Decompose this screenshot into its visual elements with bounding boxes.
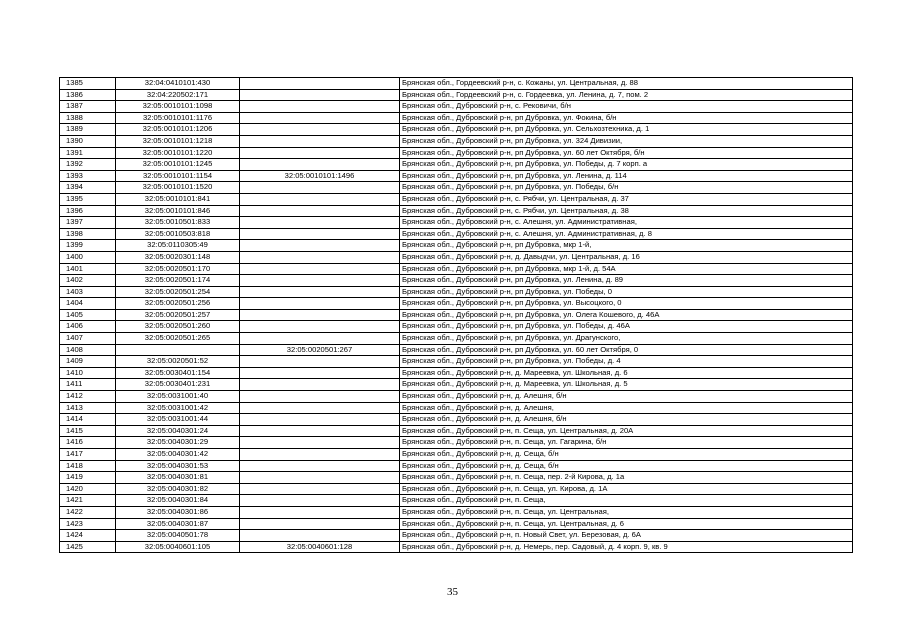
building-cadastral-number-cell [240, 78, 400, 90]
building-cadastral-number-cell [240, 89, 400, 101]
cadastral-number-cell: 32:05:0030401:154 [116, 367, 240, 379]
row-number-cell: 1408 [60, 344, 116, 356]
address-cell: Брянская обл., Дубровский р-н, рп Дубровка, ул. 60 лет Октября, 0 [400, 344, 853, 356]
address-cell: Брянская обл., Дубровский р-н, рп Дубровка, ул. Фокина, б/н [400, 112, 853, 124]
address-cell: Брянская обл., Дубровский р-н, д. Сеща, б/н [400, 449, 853, 461]
table-row [60, 217, 853, 229]
address-cell: Брянская обл., Дубровский р-н, д. Давыдчи, ул. Центральная, д. 16 [400, 251, 853, 263]
cadastral-number-cell: 32:05:0020501:52 [116, 356, 240, 368]
cadastral-number-cell: 32:05:0040301:81 [116, 472, 240, 484]
building-cadastral-number-cell [240, 251, 400, 263]
address-cell: Брянская обл., Гордеевский р-н, с. Гордеевка, ул. Ленина, д. 7, пом. 2 [400, 89, 853, 101]
address-cell: Брянская обл., Дубровский р-н, д. Немерь, пер. Садовый, д. 4 корп. 9, кв. 9 [400, 541, 853, 553]
table-row [60, 356, 853, 368]
row-number-cell: 1418 [60, 460, 116, 472]
address-cell: Брянская обл., Дубровский р-н, рп Дубровка, ул. Победы, 0 [400, 286, 853, 298]
cadastral-number-cell: 32:05:0040301:53 [116, 460, 240, 472]
row-number-cell: 1414 [60, 414, 116, 426]
cadastral-number-cell: 32:05:0010101:1176 [116, 112, 240, 124]
table-row [60, 483, 853, 495]
table-row [60, 159, 853, 171]
cadastral-number-cell: 32:05:0010101:1520 [116, 182, 240, 194]
table-row [60, 449, 853, 461]
row-number-cell: 1411 [60, 379, 116, 391]
cadastral-number-cell: 32:05:0010101:1220 [116, 147, 240, 159]
table-row [60, 298, 853, 310]
table-row [60, 251, 853, 263]
row-number-cell: 1387 [60, 101, 116, 113]
row-number-cell: 1416 [60, 437, 116, 449]
address-cell: Брянская обл., Дубровский р-н, д. Сеща, б/н [400, 460, 853, 472]
table-row [60, 78, 853, 90]
address-cell: Брянская обл., Дубровский р-н, д. Мареевка, ул. Школьная, д. 5 [400, 379, 853, 391]
building-cadastral-number-cell [240, 506, 400, 518]
building-cadastral-number-cell [240, 298, 400, 310]
cadastral-number-cell: 32:05:0020501:257 [116, 309, 240, 321]
table-row [60, 367, 853, 379]
address-cell: Брянская обл., Дубровский р-н, д. Алешня, б/н [400, 414, 853, 426]
table-row [60, 402, 853, 414]
table-row [60, 147, 853, 159]
cadastral-number-cell: 32:05:0010101:1098 [116, 101, 240, 113]
row-number-cell: 1420 [60, 483, 116, 495]
table-row [60, 193, 853, 205]
row-number-cell: 1393 [60, 170, 116, 182]
building-cadastral-number-cell [240, 309, 400, 321]
address-cell: Брянская обл., Дубровский р-н, рп Дубровка, ул. Драгунского, [400, 333, 853, 345]
cadastral-number-cell: 32:05:0031001:42 [116, 402, 240, 414]
cadastral-number-cell: 32:05:0020501:170 [116, 263, 240, 275]
cadastral-number-cell: 32:05:0040301:86 [116, 506, 240, 518]
cadastral-number-cell: 32:05:0040501:78 [116, 530, 240, 542]
cadastral-number-cell: 32:05:0040301:87 [116, 518, 240, 530]
building-cadastral-number-cell [240, 124, 400, 136]
row-number-cell: 1392 [60, 159, 116, 171]
address-cell: Брянская обл., Дубровский р-н, п. Сеща, ул. Кирова, д. 1А [400, 483, 853, 495]
cadastral-number-cell: 32:05:0010501:833 [116, 217, 240, 229]
address-cell: Брянская обл., Дубровский р-н, рп Дубровка, ул. Ленина, д. 114 [400, 170, 853, 182]
table-row [60, 228, 853, 240]
cadastral-number-cell: 32:04:0410101:430 [116, 78, 240, 90]
table-row [60, 541, 853, 553]
cadastral-number-cell: 32:05:0040301:24 [116, 425, 240, 437]
address-cell: Брянская обл., Дубровский р-н, п. Новый Свет, ул. Березовая, д. 6А [400, 530, 853, 542]
address-cell: Брянская обл., Дубровский р-н, п. Сеща, ул. Центральная, [400, 506, 853, 518]
cadastral-number-cell: 32:05:0040301:84 [116, 495, 240, 507]
row-number-cell: 1394 [60, 182, 116, 194]
table-row [60, 112, 853, 124]
cadastral-number-cell: 32:05:0020501:260 [116, 321, 240, 333]
table-row [60, 391, 853, 403]
building-cadastral-number-cell: 32:05:0040601:128 [240, 541, 400, 553]
building-cadastral-number-cell [240, 495, 400, 507]
row-number-cell: 1398 [60, 228, 116, 240]
table-row [60, 414, 853, 426]
row-number-cell: 1424 [60, 530, 116, 542]
row-number-cell: 1389 [60, 124, 116, 136]
building-cadastral-number-cell [240, 437, 400, 449]
cadastral-number-cell: 32:05:0010101:846 [116, 205, 240, 217]
row-number-cell: 1395 [60, 193, 116, 205]
address-cell: Брянская обл., Дубровский р-н, с. Рябчи, ул. Центральная, д. 38 [400, 205, 853, 217]
address-cell: Брянская обл., Дубровский р-н, рп Дубровка, ул. 60 лет Октября, б/н [400, 147, 853, 159]
table-row [60, 170, 853, 182]
table-row [60, 263, 853, 275]
table-row [60, 321, 853, 333]
cadastral-number-cell: 32:05:0040301:29 [116, 437, 240, 449]
building-cadastral-number-cell: 32:05:0010101:1496 [240, 170, 400, 182]
row-number-cell: 1423 [60, 518, 116, 530]
row-number-cell: 1421 [60, 495, 116, 507]
cadastral-number-cell: 32:05:0040301:82 [116, 483, 240, 495]
address-cell: Брянская обл., Дубровский р-н, рп Дубровка, мкр 1-й, д. 54А [400, 263, 853, 275]
row-number-cell: 1400 [60, 251, 116, 263]
table-row [60, 101, 853, 113]
address-cell: Брянская обл., Дубровский р-н, рп Дубровка, ул. Сельхозтехника, д. 1 [400, 124, 853, 136]
cadastral-number-cell: 32:05:0010101:1245 [116, 159, 240, 171]
building-cadastral-number-cell [240, 193, 400, 205]
building-cadastral-number-cell [240, 379, 400, 391]
table-row [60, 286, 853, 298]
building-cadastral-number-cell [240, 286, 400, 298]
cadastral-number-cell: 32:05:0031001:40 [116, 391, 240, 403]
building-cadastral-number-cell [240, 472, 400, 484]
table-row [60, 89, 853, 101]
address-cell: Брянская обл., Дубровский р-н, п. Сеща, ул. Гагарина, б/н [400, 437, 853, 449]
cadastral-number-cell [116, 344, 240, 356]
row-number-cell: 1396 [60, 205, 116, 217]
address-cell: Брянская обл., Дубровский р-н, д. Мареевка, ул. Школьная, д. 6 [400, 367, 853, 379]
row-number-cell: 1415 [60, 425, 116, 437]
address-cell: Брянская обл., Дубровский р-н, рп Дубровка, ул. Победы, д. 7 корп. а [400, 159, 853, 171]
table-row [60, 344, 853, 356]
address-cell: Брянская обл., Дубровский р-н, рп Дубровка, ул. Победы, д. 46А [400, 321, 853, 333]
table-row [60, 379, 853, 391]
building-cadastral-number-cell [240, 275, 400, 287]
table-row [60, 124, 853, 136]
building-cadastral-number-cell [240, 217, 400, 229]
address-cell: Брянская обл., Дубровский р-н, с. Рябчи, ул. Центральная, д. 37 [400, 193, 853, 205]
table-body [60, 78, 853, 553]
row-number-cell: 1425 [60, 541, 116, 553]
table-row [60, 506, 853, 518]
row-number-cell: 1390 [60, 135, 116, 147]
address-cell: Брянская обл., Дубровский р-н, д. Алешня, б/н [400, 391, 853, 403]
building-cadastral-number-cell [240, 449, 400, 461]
cadastral-number-cell: 32:05:0020501:254 [116, 286, 240, 298]
address-cell: Брянская обл., Дубровский р-н, д. Алешня, [400, 402, 853, 414]
address-cell: Брянская обл., Дубровский р-н, п. Сеща, ул. Центральная, д. 6 [400, 518, 853, 530]
row-number-cell: 1405 [60, 309, 116, 321]
building-cadastral-number-cell [240, 414, 400, 426]
table-row [60, 240, 853, 252]
address-cell: Брянская обл., Дубровский р-н, рп Дубровка, ул. Высоцкого, 0 [400, 298, 853, 310]
address-cell: Брянская обл., Дубровский р-н, рп Дубровка, ул. Ленина, д. 89 [400, 275, 853, 287]
table-row [60, 135, 853, 147]
cadastral-number-cell: 32:05:0040301:42 [116, 449, 240, 461]
address-cell: Брянская обл., Гордеевский р-н, с. Кожаны, ул. Центральная, д. 88 [400, 78, 853, 90]
table-row [60, 182, 853, 194]
row-number-cell: 1386 [60, 89, 116, 101]
row-number-cell: 1399 [60, 240, 116, 252]
row-number-cell: 1422 [60, 506, 116, 518]
row-number-cell: 1401 [60, 263, 116, 275]
row-number-cell: 1419 [60, 472, 116, 484]
row-number-cell: 1413 [60, 402, 116, 414]
building-cadastral-number-cell [240, 356, 400, 368]
cadastral-number-cell: 32:05:0020501:265 [116, 333, 240, 345]
address-cell: Брянская обл., Дубровский р-н, рп Дубровка, ул. Победы, д. 4 [400, 356, 853, 368]
cadastral-number-cell: 32:05:0020301:148 [116, 251, 240, 263]
address-cell: Брянская обл., Дубровский р-н, п. Сеща, пер. 2-й Кирова, д. 1а [400, 472, 853, 484]
row-number-cell: 1403 [60, 286, 116, 298]
row-number-cell: 1397 [60, 217, 116, 229]
building-cadastral-number-cell [240, 263, 400, 275]
address-cell: Брянская обл., Дубровский р-н, рп Дубровка, ул. Победы, б/н [400, 182, 853, 194]
address-cell: Брянская обл., Дубровский р-н, рп Дубровка, ул. Олега Кошевого, д. 46А [400, 309, 853, 321]
address-cell: Брянская обл., Дубровский р-н, рп Дубровка, мкр 1-й, [400, 240, 853, 252]
row-number-cell: 1388 [60, 112, 116, 124]
cadastral-number-cell: 32:05:0010101:1218 [116, 135, 240, 147]
table-row [60, 530, 853, 542]
cadastral-number-cell: 32:05:0010101:841 [116, 193, 240, 205]
cadastral-number-cell: 32:05:0020501:174 [116, 275, 240, 287]
table-row [60, 437, 853, 449]
building-cadastral-number-cell [240, 205, 400, 217]
building-cadastral-number-cell [240, 240, 400, 252]
building-cadastral-number-cell [240, 101, 400, 113]
row-number-cell: 1417 [60, 449, 116, 461]
building-cadastral-number-cell: 32:05:0020501:267 [240, 344, 400, 356]
row-number-cell: 1402 [60, 275, 116, 287]
cadastral-number-cell: 32:05:0110305:49 [116, 240, 240, 252]
building-cadastral-number-cell [240, 460, 400, 472]
address-cell: Брянская обл., Дубровский р-н, с. Алешня, ул. Административная, [400, 217, 853, 229]
building-cadastral-number-cell [240, 518, 400, 530]
building-cadastral-number-cell [240, 530, 400, 542]
building-cadastral-number-cell [240, 159, 400, 171]
table-row [60, 495, 853, 507]
table-row [60, 425, 853, 437]
property-table [59, 77, 853, 553]
building-cadastral-number-cell [240, 112, 400, 124]
cadastral-number-cell: 32:05:0031001:44 [116, 414, 240, 426]
address-cell: Брянская обл., Дубровский р-н, рп Дубровка, ул. 324 Дивизии, [400, 135, 853, 147]
cadastral-number-cell: 32:05:0010101:1206 [116, 124, 240, 136]
cadastral-number-cell: 32:04:220502:171 [116, 89, 240, 101]
table-row [60, 333, 853, 345]
row-number-cell: 1409 [60, 356, 116, 368]
row-number-cell: 1385 [60, 78, 116, 90]
row-number-cell: 1412 [60, 391, 116, 403]
address-cell: Брянская обл., Дубровский р-н, п. Сеща, [400, 495, 853, 507]
building-cadastral-number-cell [240, 402, 400, 414]
table-row [60, 460, 853, 472]
building-cadastral-number-cell [240, 228, 400, 240]
table-row [60, 518, 853, 530]
building-cadastral-number-cell [240, 135, 400, 147]
table-row [60, 205, 853, 217]
row-number-cell: 1410 [60, 367, 116, 379]
address-cell: Брянская обл., Дубровский р-н, п. Сеща, ул. Центральная, д. 20А [400, 425, 853, 437]
cadastral-number-cell: 32:05:0030401:231 [116, 379, 240, 391]
building-cadastral-number-cell [240, 321, 400, 333]
row-number-cell: 1391 [60, 147, 116, 159]
row-number-cell: 1404 [60, 298, 116, 310]
table-row [60, 275, 853, 287]
table-row [60, 309, 853, 321]
cadastral-number-cell: 32:05:0010503:818 [116, 228, 240, 240]
building-cadastral-number-cell [240, 182, 400, 194]
building-cadastral-number-cell [240, 483, 400, 495]
building-cadastral-number-cell [240, 425, 400, 437]
cadastral-number-cell: 32:05:0040601:105 [116, 541, 240, 553]
building-cadastral-number-cell [240, 391, 400, 403]
address-cell: Брянская обл., Дубровский р-н, с. Алешня, ул. Административная, д. 8 [400, 228, 853, 240]
building-cadastral-number-cell [240, 367, 400, 379]
building-cadastral-number-cell [240, 333, 400, 345]
page-number: 35 [447, 586, 458, 598]
row-number-cell: 1406 [60, 321, 116, 333]
cadastral-number-cell: 32:05:0010101:1154 [116, 170, 240, 182]
address-cell: Брянская обл., Дубровский р-н, с. Рековичи, б/н [400, 101, 853, 113]
building-cadastral-number-cell [240, 147, 400, 159]
table-row [60, 472, 853, 484]
cadastral-number-cell: 32:05:0020501:256 [116, 298, 240, 310]
row-number-cell: 1407 [60, 333, 116, 345]
